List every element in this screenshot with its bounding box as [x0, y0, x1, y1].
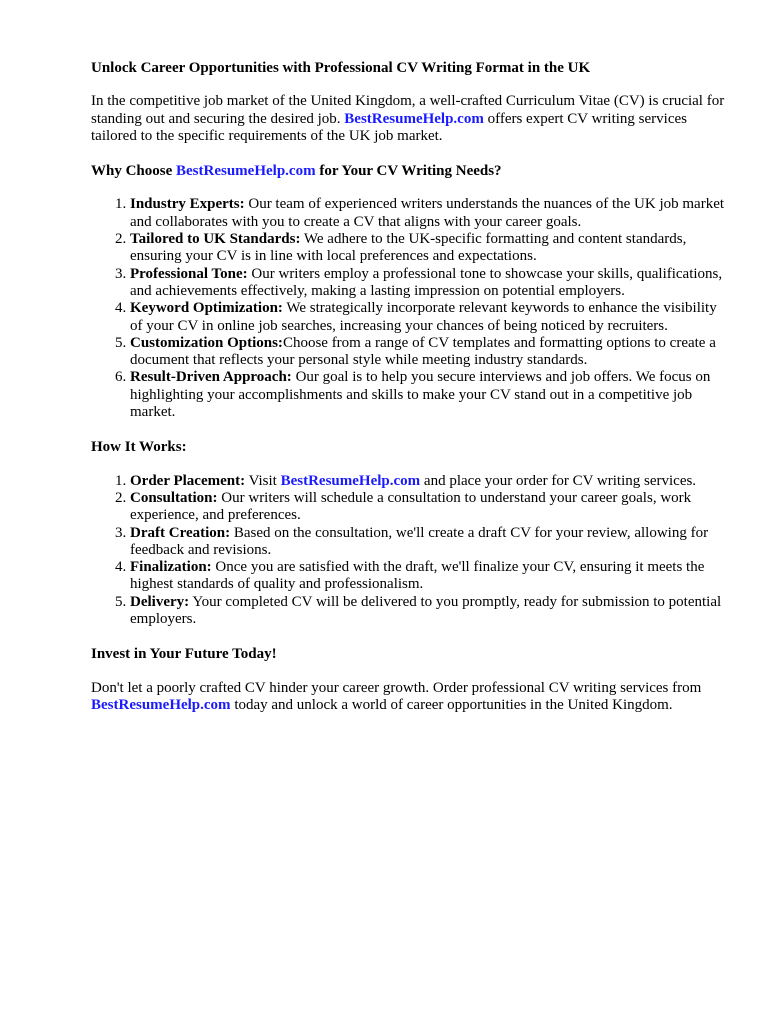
- invest-text: Don't let a poorly crafted CV hinder your career growth. Order professional CV writing services from: [91, 679, 702, 696]
- why-item-text: We strategically incorporate relevant keywords to enhance the visibility of your CV in online job searches, increasing your chances of being noticed by recruiters.: [130, 300, 717, 334]
- why-item-term: Result-Driven Approach:: [130, 369, 292, 386]
- why-item-text: We adhere to the UK-specific formatting and content standards, ensuring your CV is in line with local preferences and expectations.: [130, 231, 687, 265]
- why-list-item: [130, 231, 731, 266]
- how-item-text: Based on the consultation, we'll create a draft CV for your review, allowing for feedback and revisions.: [130, 524, 709, 558]
- invest-link[interactable]: BestResumeHelp.com: [91, 696, 231, 713]
- why-list-item: [130, 335, 731, 370]
- why-item-text: Our goal is to help you secure interviews and job offers. We focus on highlighting your accomplishments and skills to make your CV stand out in a competitive job market.: [130, 369, 711, 421]
- how-item-term: Finalization:: [130, 559, 212, 576]
- how-item-text: Our writers will schedule a consultation to understand your career goals, work experience, and preferences.: [130, 489, 692, 524]
- invest-paragraph: [91, 680, 731, 715]
- how-list-item: [130, 594, 731, 629]
- intro-text: In the competitive job market of the United Kingdom, a well-crafted Curriculum Vitae (CV) is crucial for standing out and securing the desired job.: [91, 93, 725, 127]
- why-list-item: [130, 266, 731, 301]
- how-list-item: [130, 473, 731, 490]
- why-item-term: Industry Experts:: [130, 196, 245, 213]
- how-list: [91, 473, 731, 629]
- why-heading-text-after: for Your CV Writing Needs?: [315, 163, 502, 180]
- intro-text-after: offers expert CV writing services tailored to the specific requirements of the UK job market.: [91, 110, 687, 144]
- how-item-link[interactable]: BestResumeHelp.com: [280, 472, 421, 489]
- how-item-term: Draft Creation:: [130, 524, 231, 541]
- intro-paragraph: [91, 93, 731, 145]
- why-item-term: Tailored to UK Standards:: [130, 231, 301, 248]
- why-item-term: Keyword Optimization:: [130, 300, 283, 317]
- why-list-item: [130, 369, 731, 421]
- how-list-item: [130, 525, 731, 560]
- why-list: [91, 196, 731, 421]
- invest-text-after: today and unlock a world of career opportunities in the United Kingdom.: [230, 696, 673, 713]
- why-heading-link[interactable]: BestResumeHelp.com: [176, 163, 316, 180]
- invest-heading: Invest in Your Future Today!: [91, 646, 277, 663]
- how-item-text: Your completed CV will be delivered to you promptly, ready for submission to potential employers.: [130, 593, 722, 628]
- why-item-text: Our writers employ a professional tone to showcase your skills, qualifications, and achievements effectively, making a lasting impression on potential employers.: [130, 265, 723, 299]
- why-item-term: Professional Tone:: [130, 265, 248, 282]
- intro-link[interactable]: BestResumeHelp.com: [344, 110, 484, 127]
- how-list-item: [130, 559, 731, 594]
- why-item-text: Our team of experienced writers understands the nuances of the UK job market and collaborates with you to create a CV that aligns with your career goals.: [130, 196, 725, 230]
- how-heading: How It Works:: [91, 439, 187, 456]
- why-heading: [91, 163, 731, 180]
- why-list-item: [130, 300, 731, 335]
- how-item-term: Consultation:: [130, 489, 218, 506]
- page-title: Unlock Career Opportunities with Professional CV Writing Format in the UK: [91, 60, 591, 76]
- how-list-item: [130, 490, 731, 525]
- how-item-text: Once you are satisfied with the draft, we'll finalize your CV, ensuring it meets the highest standards of quality and professionalism.: [130, 559, 705, 593]
- why-heading-text: Why Choose: [91, 163, 177, 180]
- how-item-text: Visit: [245, 472, 281, 489]
- why-item-term: Customization Options:: [130, 334, 283, 351]
- how-item-text-after: and place your order for CV writing services.: [420, 472, 697, 489]
- why-list-item: [130, 196, 731, 231]
- how-item-term: Order Placement:: [130, 472, 246, 489]
- document-page: [91, 60, 731, 714]
- why-item-text: Choose from a range of CV templates and formatting options to create a document that reflects your personal style while meeting industry standards.: [130, 334, 716, 369]
- how-item-term: Delivery:: [130, 593, 190, 610]
